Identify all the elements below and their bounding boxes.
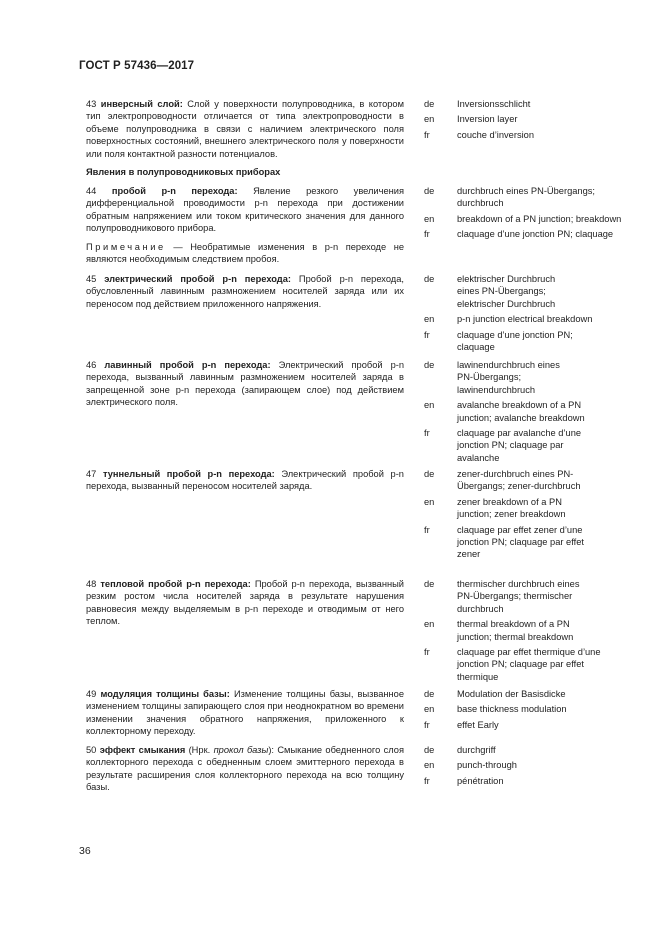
term-number: 47 (86, 469, 97, 479)
equivalents (424, 688, 639, 731)
lang-term: claquage d’une jonction PN; claquage (457, 329, 573, 353)
lang-term: claquage par avalanche d’une jonction PN; claquage par avalanche (457, 428, 582, 463)
equivalents (424, 359, 639, 464)
equivalent-fr (424, 427, 639, 464)
definition (86, 468, 404, 493)
equivalent-en (424, 759, 639, 771)
lang-code: en (424, 704, 435, 715)
definition (86, 688, 404, 738)
equivalents (424, 98, 639, 141)
equivalents (424, 578, 639, 683)
equivalent-de (424, 468, 639, 493)
definition (86, 273, 404, 310)
lang-code: de (424, 469, 435, 479)
lang-term: durchbruch eines PN-Übergangs; durchbruch (457, 186, 595, 209)
lang-term: punch-through (457, 760, 517, 771)
lang-term: couche d’inversion (457, 129, 535, 140)
term: модуляция толщины базы: (100, 689, 230, 699)
definition (86, 359, 404, 409)
lang-code: en (424, 314, 435, 325)
equivalent-fr (424, 775, 639, 787)
lang-code: de (424, 689, 435, 699)
term: лавинный пробой p-n перехода: (104, 360, 271, 370)
definition (86, 578, 404, 628)
lang-term: avalanche breakdown of a PN junction; avalanche breakdown (457, 400, 585, 423)
definition-text: Пробой p-n перехода, вызванный резким ростом числа носителей заряда в результате нарушения равновесия между выделяемым в p-n переходе и отводимым от него теплом. (86, 579, 404, 627)
equivalent-de (424, 185, 639, 210)
section-heading: Явления в полупроводниковых приборах (86, 167, 281, 177)
lang-term: durchgriff (457, 745, 496, 755)
definition-text: Электрический пробой p-n перехода, вызванный лавинным размножением носителей заряда в запрещенной зоне p-n перехода (запирающем слое) под действием электрического поля. (86, 360, 405, 408)
lang-code: fr (424, 775, 430, 786)
lang-code: en (424, 114, 435, 125)
page-header: ГОСТ Р 57436—2017 (79, 60, 195, 72)
lang-term: Inversionsschlicht (457, 99, 531, 109)
equivalents (424, 744, 639, 787)
definition-text: Электрический пробой p-n перехода, вызванный переносом носителей заряда. (86, 469, 404, 492)
term-number: 48 (86, 579, 97, 589)
equivalent-fr (424, 646, 639, 683)
lang-code: en (424, 496, 435, 507)
equivalent-de (424, 578, 639, 615)
equivalent-fr (424, 719, 639, 731)
lang-code: fr (424, 428, 430, 439)
lang-term: zener breakdown of a PN junction; zener breakdown (457, 496, 566, 520)
lang-term: Modulation der Basisdicke (457, 689, 566, 699)
lang-term: Inversion layer (457, 114, 518, 125)
lang-code: fr (424, 329, 430, 340)
lang-term: base thickness modulation (457, 704, 567, 715)
equivalent-fr (424, 228, 639, 240)
equivalent-fr (424, 329, 639, 354)
lang-term: claquage d’une jonction PN; claquage (457, 229, 614, 240)
definition-text: Явление резкого увеличения дифференциальной проводимости p-n перехода при достижении обратным напряжением или током критического значения для данного полупроводникового прибора. (86, 186, 405, 234)
term: пробой p-n перехода: (111, 186, 238, 196)
lang-code: en (424, 619, 435, 630)
lang-code: de (424, 579, 435, 589)
definition-text: Слой у поверхности полупроводника, в котором тип электропроводности отличается от типа электропроводности в объеме полупроводника в связи с наличием электрического поля поверхностных состояний, внешнего электрического поля у поверхности или поля контактной разности потенциалов. (86, 99, 404, 159)
equivalent-de (424, 359, 639, 396)
lang-code: fr (424, 129, 430, 140)
lang-code: de (424, 186, 435, 196)
equivalent-fr (424, 524, 639, 561)
lang-code: fr (424, 524, 430, 535)
equivalent-de (424, 98, 639, 110)
equivalent-en (424, 496, 639, 521)
lang-term: breakdown of a PN junction; breakdown (457, 213, 622, 224)
definition (86, 185, 404, 265)
term-number: 43 (86, 99, 97, 109)
deprecated-term: прокол базы (213, 745, 269, 755)
term: эффект смыкания (99, 745, 186, 755)
lang-term: lawinendurchbruch eines PN-Übergangs; lawinendurchbruch (457, 360, 560, 395)
equivalent-fr (424, 129, 639, 141)
term-number: 46 (86, 360, 97, 370)
lang-code: fr (424, 229, 430, 240)
note-text: — Необратимые изменения в p-n переходе не являются необходимым следствием пробоя. (86, 241, 404, 265)
lang-term: elektrischer Durchbruch eines PN-Übergangs; elektrischer Durchbruch (457, 274, 556, 309)
definition (86, 98, 404, 160)
lang-term: claquage par effet zener d’une jonction PN; claquage par effet zener (457, 524, 584, 560)
term-number: 50 (86, 745, 97, 755)
definition-text: ): Смыкание обедненного слоя коллекторного перехода с обедненным слоем эмиттерного перехода в результате расширения слоя коллекторного перехода на всю толщину базы. (86, 745, 405, 793)
term: тепловой пробой p-n перехода: (100, 579, 251, 589)
equivalent-en (424, 313, 639, 325)
definition (86, 744, 404, 794)
equivalent-en (424, 618, 639, 643)
lang-term: zener-durchbruch eines PN-Übergangs; zener-durchbruch (457, 469, 581, 492)
term-number: 45 (86, 274, 97, 284)
lang-code: de (424, 360, 435, 370)
lang-term: thermischer durchbruch eines PN-Übergangs; thermischer durchbruch (457, 579, 580, 614)
lang-code: de (424, 745, 435, 755)
equivalents (424, 468, 639, 561)
lang-term: pénétration (457, 775, 504, 786)
term-number: 44 (86, 186, 97, 196)
term: электрический пробой p-n перехода: (104, 274, 291, 284)
equivalent-en (424, 399, 639, 424)
lang-code: fr (424, 647, 430, 658)
equivalent-en (424, 113, 639, 125)
lang-code: de (424, 99, 435, 109)
lang-term: claquage par effet thermique d’une jonction PN; claquage par effet thermique (457, 647, 601, 682)
term-number: 49 (86, 689, 97, 699)
definition-text: Пробой p-n перехода, обусловленный лавинным размножением носителей заряда или их переносом под действием приложенного напряжения. (86, 274, 404, 309)
equivalents (424, 185, 639, 241)
equivalent-de (424, 273, 639, 310)
lang-term: effet Early (457, 719, 499, 730)
equivalent-de (424, 744, 639, 756)
lang-code: en (424, 400, 435, 411)
lang-code: fr (424, 719, 430, 730)
lang-term: p-n junction electrical breakdown (457, 314, 593, 325)
term: инверсный слой: (100, 99, 183, 109)
term: туннельный пробой p-n перехода: (102, 469, 275, 479)
lang-code: de (424, 274, 435, 284)
deprecated-prefix: (Нрк. (185, 745, 214, 755)
note (86, 241, 404, 266)
equivalent-en (424, 213, 639, 225)
lang-code: en (424, 213, 435, 224)
note-label: Примечание (86, 241, 166, 252)
equivalent-en (424, 703, 639, 715)
lang-code: en (424, 760, 435, 771)
equivalent-de (424, 688, 639, 700)
equivalents (424, 273, 639, 353)
lang-term: thermal breakdown of a PN junction; thermal breakdown (457, 619, 574, 642)
definition-text: Изменение толщины базы, вызванное изменением толщины запирающего слоя при неоднократном во времени изменении значения обратного напряжения, приложенного к коллекторному переходу. (86, 689, 405, 737)
page-number: 36 (79, 845, 91, 857)
